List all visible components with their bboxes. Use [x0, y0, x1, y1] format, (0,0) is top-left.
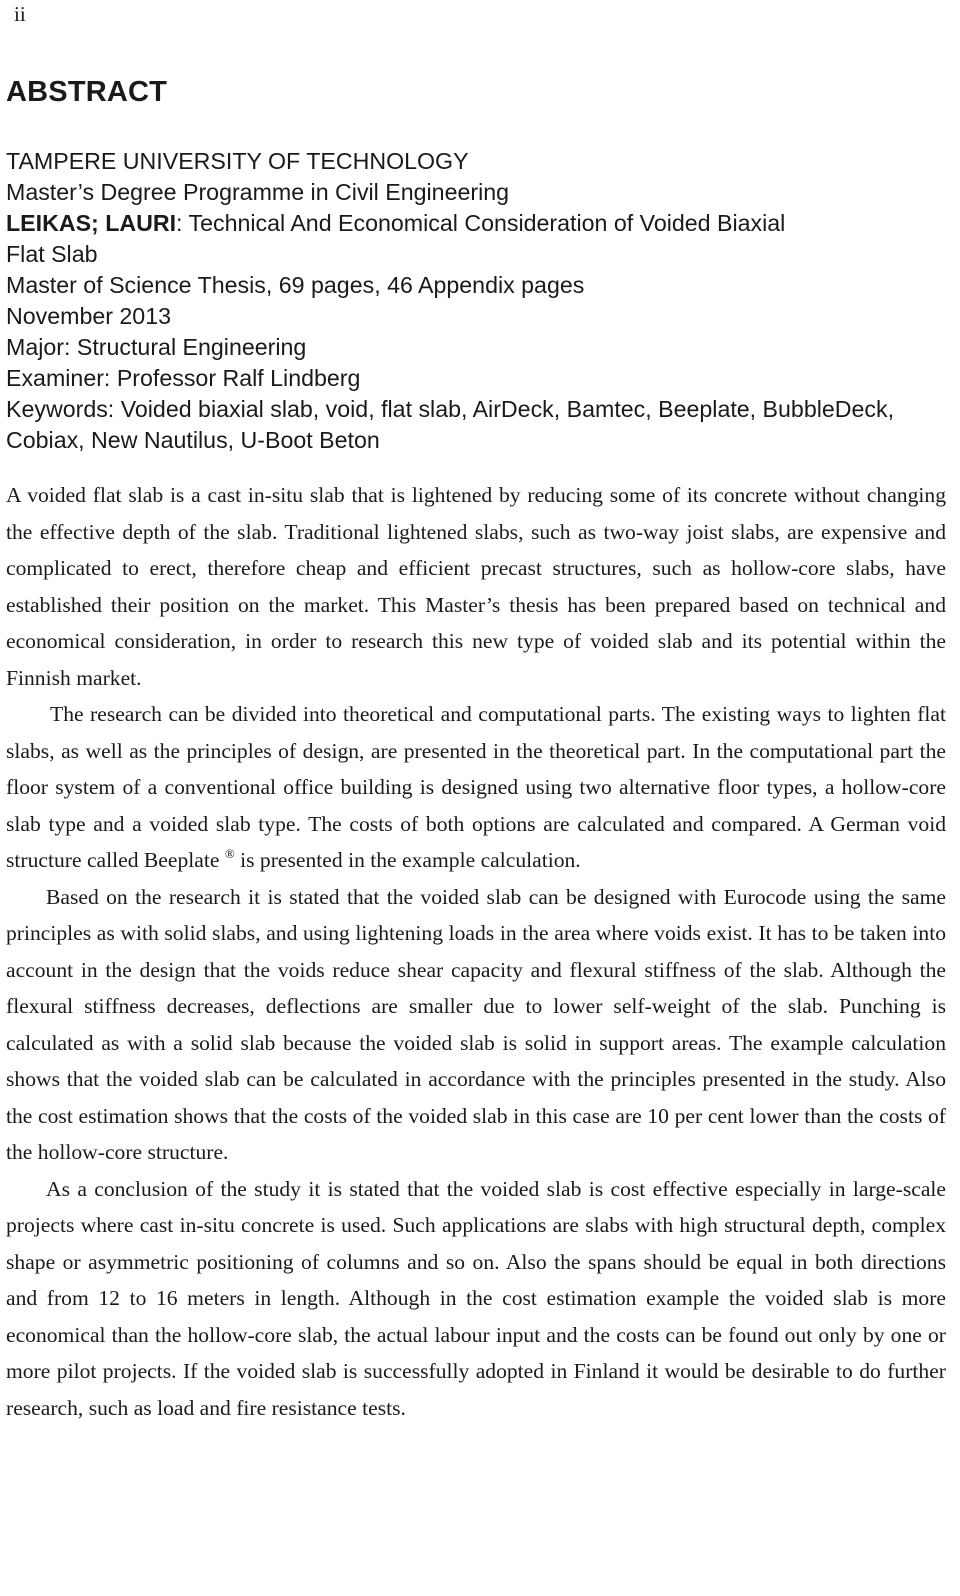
university-line: TAMPERE UNIVERSITY OF TECHNOLOGY — [6, 148, 469, 174]
paragraph-2 — [6, 696, 946, 879]
major-line: Major: Structural Engineering — [6, 334, 307, 360]
keywords-line: Keywords: Voided biaxial slab, void, flat slab, AirDeck, Bamtec, Beeplate, BubbleDeck, Cobiax, New Nautilus, U-Boot Beton — [6, 396, 895, 453]
abstract-heading: ABSTRACT — [6, 76, 168, 108]
paragraph-2-text: The research can be divided into theoretical and computational parts. The existing ways to lighten flat slabs, as well as the principles of design, are presented in the theoretical part. In the computational part the floor system of a conventional office building is designed using two alternative floor types, a hollow-core slab type and a voided slab type. The costs of both options are calculated and compared. A German void structure called Beeplate — [6, 702, 946, 872]
page-number: ii — [14, 2, 26, 26]
paragraph-1: A voided flat slab is a cast in-situ slab that is lightened by reducing some of its concrete without changing the effective depth of the slab. Traditional lightened slabs, such as two-way joist slabs, are expensive and complicated to erect, therefore cheap and efficient precast structures, such as hollow-core slabs, have established their position on the market. This Master’s thesis has been prepared based on technical and economical consideration, in order to research this new type of voided slab and its potential within the Finnish market. — [6, 483, 946, 690]
registered-mark: ® — [224, 846, 235, 861]
date-line: November 2013 — [6, 303, 171, 329]
paragraph-2-text-end: is presented in the example calculation. — [234, 848, 581, 872]
paragraph-4: As a conclusion of the study it is stated that the voided slab is cost effective especially in large-scale projects where cast in-situ concrete is used. Such applications are slabs with high structural depth, complex shape or asymmetric positioning of columns and so on. Also the spans should be equal in both directions and from 12 to 16 meters in length. Although in the cost estimation example the voided slab is more economical than the hollow-core slab, the actual labour input and the costs can be found out only by one or more pilot projects. If the voided slab is successfully adopted in Finland it would be desirable to do further research, such as load and fire resistance tests. — [6, 1176, 946, 1420]
title-line — [6, 208, 946, 239]
title-line-continued: Flat Slab — [6, 241, 98, 267]
paragraph-3: Based on the research it is stated that the voided slab can be designed with Eurocode using the same principles as with solid slabs, and using lightening loads in the area where voids exist. It has to be taken into account in the design that the voids reduce shear capacity and flexural stiffness of the slab. Although the flexural stiffness decreases, deflections are smaller due to lower self-weight of the slab. Punching is calculated as with a solid slab because the voided slab is solid in support areas. The example calculation shows that the voided slab can be calculated in accordance with the principles presented in the study. Also the cost estimation shows that the costs of the voided slab in this case are 10 per cent lower than the costs of the hollow-core structure. — [6, 884, 946, 1164]
programme-line: Master’s Degree Programme in Civil Engineering — [6, 179, 510, 205]
thesis-metadata — [6, 146, 946, 456]
thesis-info-line: Master of Science Thesis, 69 pages, 46 Appendix pages — [6, 272, 585, 298]
thesis-title: : Technical And Economical Consideration of Voided Biaxial — [176, 210, 786, 236]
examiner-line: Examiner: Professor Ralf Lindberg — [6, 365, 361, 391]
author-name: LEIKAS; LAURI — [6, 210, 177, 236]
abstract-body — [6, 477, 946, 1426]
